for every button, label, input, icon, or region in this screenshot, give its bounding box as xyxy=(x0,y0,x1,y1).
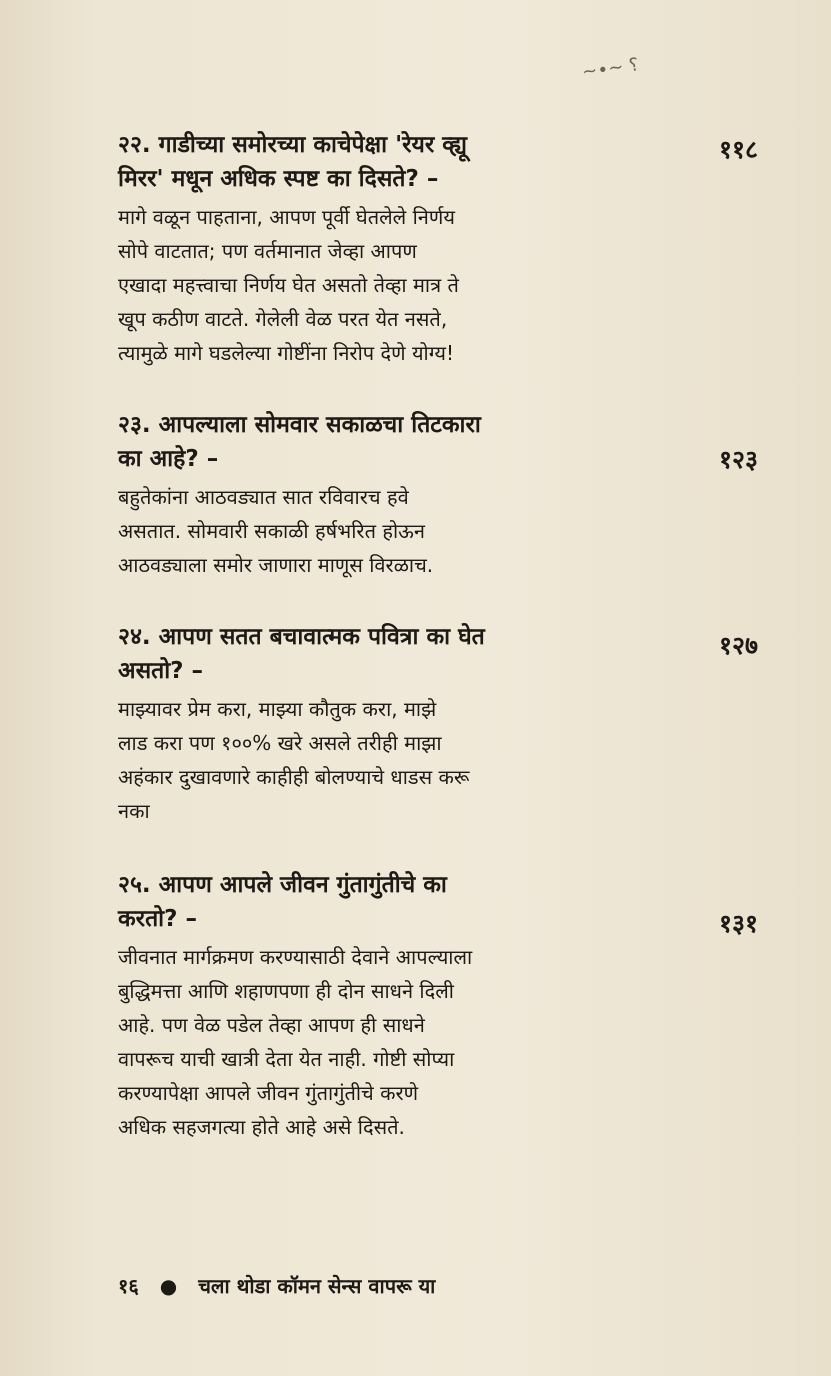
toc-entry-24 xyxy=(118,620,758,828)
entry-answer: बहुतेकांना आठवड्यात सात रविवारच हवे असतात. सोमवारी सकाळी हर्षभरित होऊन आठवड्याला समोर जाणारा माणूस विरळाच. xyxy=(118,485,434,577)
page-footer xyxy=(118,1272,435,1299)
toc-entry-22 xyxy=(118,128,758,370)
toc-entry-23 xyxy=(118,408,758,582)
toc-entry-25 xyxy=(118,868,758,1144)
entry-page-number: १३१ xyxy=(718,909,758,938)
entry-question: २४. आपण सतत बचावात्मक पवित्रा का घेत असतो? – xyxy=(118,624,485,684)
entry-page-number: १२३ xyxy=(718,445,758,474)
entry-page-number: १२७ xyxy=(718,631,758,660)
entry-question: २५. आपण आपले जीवन गुंतागुंतीचे का करतो? – xyxy=(118,872,447,932)
entry-question: २३. आपल्याला सोमवार सकाळचा तिटकारा का आहे? – xyxy=(118,412,481,472)
entry-answer: माझ्यावर प्रेम करा, माझ्या कौतुक करा, माझे लाड करा पण १००% खरे असले तरीही माझा अहंकार दुखावणारे काहीही बोलण्याचे धाडस करू नका xyxy=(118,697,470,823)
entry-answer: मागे वळून पाहताना, आपण पूर्वी घेतलेले निर्णय सोपे वाटतात; पण वर्तमानात जेव्हा आपण एखादा महत्त्वाचा निर्णय घेत असतो तेव्हा मात्र ते खूप कठीण वाटते. गेलेली वेळ परत येत नसते, त्यामुळे मागे घडलेल्या गोष्टींना निरोप देणे योग्य! xyxy=(118,205,459,365)
bullet-icon: ● xyxy=(159,1274,178,1298)
entry-question: २२. गाडीच्या समोरच्या काचेपेक्षा 'रेयर व्ह्यू मिरर' मधून अधिक स्पष्ट का दिसते? – xyxy=(118,132,468,192)
entry-answer: जीवनात मार्गक्रमण करण्यासाठी देवाने आपल्याला बुद्धिमत्ता आणि शहाणपणा ही दोन साधने दिली आहे. पण वेळ पडेल तेव्हा आपण ही साधने वापरूच याची खात्री देता येत नाही. गोष्टी सोप्या करण्यापेक्षा आपले जीवन गुंतागुंतीचे करणे अधिक सहजगत्या होते आहे असे दिसते. xyxy=(118,945,473,1139)
entry-page-number: ११८ xyxy=(718,135,758,164)
footer-book-title: चला थोडा कॉमन सेन्स वापरू या xyxy=(198,1274,436,1298)
footer-page-number: १६ xyxy=(118,1274,139,1298)
pen-mark: ~∙~ ⸮ xyxy=(580,54,640,83)
